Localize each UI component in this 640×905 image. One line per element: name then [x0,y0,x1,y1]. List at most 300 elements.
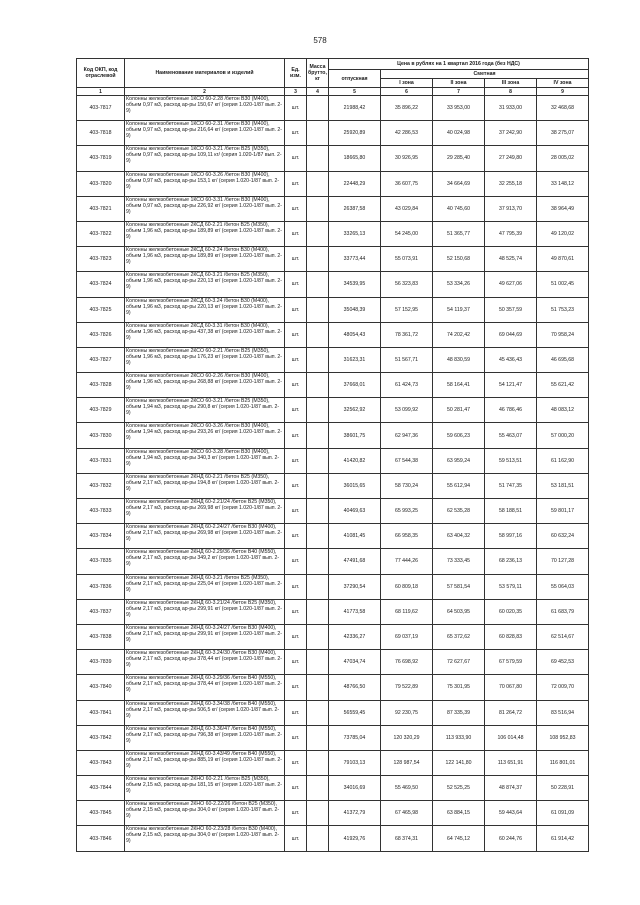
cell-zone-1-price: 60 809,18 [381,574,433,599]
cell-name: Колонны железобетонные 2КНД 60-3.21 /бетон В25 (М350), объем 2,17 м3, расход ар-ры 225,04 кг/ (серия 1.020-1/87 вып. 2-9) [125,574,285,599]
table-row [77,171,589,196]
cell-zone-3-price: 53 579,11 [485,574,537,599]
cell-release-price: 41929,76 [329,826,381,851]
cell-name: Колонны железобетонные 2КНД 60-3.43/49 /бетон В40 (М550), объем 2,17 м3, расход ар-ры 885,19 кг/ (серия 1.020-1/87 вып. 2-9) [125,750,285,775]
cell-mass [307,423,329,448]
table-row [77,448,589,473]
cell-zone-4-price: 55 064,03 [537,574,589,599]
cell-name: Колонны железобетонные 2КСО 60-2.26 /бетон В30 (М400), объем 1,96 м3, расход ар-ры 268,88 кг/ (серия 1.020-1/87 вып. 2-9) [125,373,285,398]
table-row [77,801,589,826]
table-row [77,398,589,423]
cell-zone-4-price: 57 000,20 [537,423,589,448]
cell-code: 403-7835 [77,549,125,574]
cell-mass [307,725,329,750]
cell-unit: шт. [285,272,307,297]
cell-zone-1-price: 67 465,98 [381,801,433,826]
cell-unit: шт. [285,448,307,473]
cell-zone-1-price: 67 544,38 [381,448,433,473]
cell-release-price: 38601,75 [329,423,381,448]
cell-zone-4-price: 32 468,68 [537,96,589,121]
cell-code: 403-7840 [77,675,125,700]
table-row [77,322,589,347]
page-number: 578 [313,36,327,45]
cell-zone-3-price: 58 188,51 [485,499,537,524]
cell-name: Колонны железобетонные 2КНО 60-2.23/28 /бетон В30 (М400), объем 2,15 м3, расход ар-ры 304,0 кг/ (серия 1.020-1/87 вып. 2-9) [125,826,285,851]
cell-zone-1-price: 57 152,95 [381,297,433,322]
cell-zone-4-price: 49 870,61 [537,247,589,272]
cell-zone-2-price: 48 830,59 [433,347,485,372]
cell-zone-4-price: 28 005,02 [537,146,589,171]
cell-zone-2-price: 62 535,28 [433,499,485,524]
cell-zone-4-price: 46 695,68 [537,347,589,372]
cell-code: 403-7824 [77,272,125,297]
cell-unit: шт. [285,624,307,649]
cell-mass [307,524,329,549]
cell-zone-2-price: 64 503,95 [433,599,485,624]
cell-zone-4-price: 61 091,09 [537,801,589,826]
cell-zone-2-price: 33 953,00 [433,96,485,121]
cell-code: 403-7841 [77,700,125,725]
cell-name: Колонны железобетонные 2КНД 60-3.21/24 /бетон В25 (М350), объем 2,17 м3, расход ар-ры 299,91 кг/ (серия 1.020-1/87 вып. 2-9) [125,599,285,624]
cell-mass [307,297,329,322]
cell-mass [307,650,329,675]
cell-zone-1-price: 53 099,92 [381,398,433,423]
cell-zone-3-price: 69 044,69 [485,322,537,347]
header-num-6: 6 [381,88,433,96]
cell-mass [307,171,329,196]
cell-zone-2-price: 40 745,60 [433,196,485,221]
cell-unit: шт. [285,373,307,398]
table-body [77,96,589,852]
cell-zone-2-price: 87 335,39 [433,700,485,725]
cell-name: Колонны железобетонные 2КСД 60-2.21 /бетон В25 (М350), объем 1,96 м3, расход ар-ры 189,89 кг/ (серия 1.020-1/87 вып. 2-9) [125,221,285,246]
cell-mass [307,121,329,146]
cell-release-price: 42336,27 [329,624,381,649]
cell-release-price: 47034,74 [329,650,381,675]
cell-code: 403-7826 [77,322,125,347]
table-row [77,272,589,297]
header-num-9: 9 [537,88,589,96]
cell-name: Колонны железобетонные 2КНД 60-3.24/30 /бетон В30 (М400), объем 2,17 м3, расход ар-ры 378,44 кг/ (серия 1.020-1/87 вып. 2-9) [125,650,285,675]
cell-unit: шт. [285,221,307,246]
table-row [77,196,589,221]
cell-unit: шт. [285,473,307,498]
cell-release-price: 41420,82 [329,448,381,473]
cell-zone-1-price: 128 987,54 [381,750,433,775]
table-row [77,297,589,322]
cell-zone-2-price: 63 884,15 [433,801,485,826]
cell-name: Колонны железобетонные 2КСД 60-3.24 /бетон В30 (М400), объем 1,96 м3, расход ар-ры 220,13 кг/ (серия 1.020-1/87 вып. 2-9) [125,297,285,322]
cell-code: 403-7817 [77,96,125,121]
cell-zone-4-price: 50 228,91 [537,776,589,801]
cell-zone-2-price: 55 612,94 [433,473,485,498]
cell-name: Колонны железобетонные 1КСО 60-2.31 /бетон В30 (М400), объем 0,97 м3, расход ар-ры 216,64 кг/ (серия 1.020-1/87 вып. 2-9) [125,121,285,146]
cell-code: 403-7819 [77,146,125,171]
cell-zone-2-price: 51 365,77 [433,221,485,246]
cell-unit: шт. [285,322,307,347]
cell-zone-4-price: 51 753,23 [537,297,589,322]
price-table [76,58,589,852]
cell-zone-3-price: 55 463,07 [485,423,537,448]
cell-name: Колонны железобетонные 2КНД 60-3.34/38 /бетон В40 (М550), объем 2,17 м3, расход ар-ры 506,5 кг/ (серия 1.020-1/87 вып. 2-9) [125,700,285,725]
cell-zone-4-price: 48 083,12 [537,398,589,423]
cell-zone-1-price: 68 374,31 [381,826,433,851]
table-row [77,776,589,801]
cell-zone-4-price: 60 632,24 [537,524,589,549]
cell-code: 403-7842 [77,725,125,750]
header-zone-4: IV зона [537,79,589,88]
cell-code: 403-7845 [77,801,125,826]
cell-zone-4-price: 53 181,51 [537,473,589,498]
header-release: отпускная [329,70,381,88]
cell-zone-1-price: 62 947,36 [381,423,433,448]
cell-unit: шт. [285,700,307,725]
cell-zone-3-price: 46 786,46 [485,398,537,423]
cell-zone-2-price: 64 745,12 [433,826,485,851]
cell-unit: шт. [285,725,307,750]
cell-code: 403-7832 [77,473,125,498]
cell-unit: шт. [285,297,307,322]
cell-code: 403-7843 [77,750,125,775]
cell-name: Колонны железобетонные 2КСО 60-2.21 /бетон В25 (М350), объем 1,96 м3, расход ар-ры 176,23 кг/ (серия 1.020-1/87 вып. 2-9) [125,347,285,372]
cell-zone-2-price: 63 959,24 [433,448,485,473]
cell-name: Колонны железобетонные 2КНД 60-2.21/24 /бетон В25 (М350), объем 2,17 м3, расход ар-ры 269,98 кг/ (серия 1.020-1/87 вып. 2-9) [125,499,285,524]
cell-zone-1-price: 58 730,24 [381,473,433,498]
cell-unit: шт. [285,398,307,423]
header-zone-1: I зона [381,79,433,88]
cell-unit: шт. [285,423,307,448]
cell-unit: шт. [285,146,307,171]
cell-release-price: 36015,65 [329,473,381,498]
cell-zone-1-price: 120 320,29 [381,725,433,750]
cell-name: Колонны железобетонные 2КСО 60-3.28 /бетон В30 (М400), объем 1,94 м3, расход ар-ры 340,3 кг/ (серия 1.020-1/87 вып. 2-9) [125,448,285,473]
cell-name: Колонны железобетонные 2КНД 60-3.24/27 /бетон В30 (М400), объем 2,17 м3, расход ар-ры 299,91 кг/ (серия 1.020-1/87 вып. 2-9) [125,624,285,649]
table-row [77,750,589,775]
table-row [77,826,589,851]
cell-unit: шт. [285,675,307,700]
cell-release-price: 25920,89 [329,121,381,146]
header-price-title: Цена в рублях на 1 квартал 2016 года (без НДС) [329,59,589,70]
cell-name: Колонны железобетонные 2КНД 60-2.24/27 /бетон В30 (М400), объем 2,17 м3, расход ар-ры 269,98 кг/ (серия 1.020-1/87 вып. 2-9) [125,524,285,549]
cell-zone-1-price: 55 073,91 [381,247,433,272]
cell-zone-1-price: 56 323,83 [381,272,433,297]
cell-release-price: 33265,13 [329,221,381,246]
cell-zone-4-price: 62 514,67 [537,624,589,649]
cell-zone-1-price: 68 119,62 [381,599,433,624]
header-name: Наименование материалов и изделий [125,59,285,88]
cell-release-price: 73785,04 [329,725,381,750]
cell-release-price: 41372,79 [329,801,381,826]
cell-code: 403-7838 [77,624,125,649]
cell-zone-2-price: 73 333,45 [433,549,485,574]
cell-code: 403-7823 [77,247,125,272]
header-zone-3: III зона [485,79,537,88]
cell-name: Колонны железобетонные 2КСД 60-2.24 /бетон В30 (М400), объем 1,96 м3, расход ар-ры 189,89 кг/ (серия 1.020-1/87 вып. 2-9) [125,247,285,272]
cell-code: 403-7846 [77,826,125,851]
cell-release-price: 40469,63 [329,499,381,524]
cell-zone-3-price: 32 255,18 [485,171,537,196]
cell-name: Колонны железобетонные 1КСО 60-3.26 /бетон В30 (М400), объем 0,97 м3, расход ар-ры 153,1 кг/ (серия 1.020-1/87 вып. 2-9) [125,171,285,196]
cell-zone-3-price: 113 651,91 [485,750,537,775]
cell-zone-4-price: 49 120,02 [537,221,589,246]
table-row [77,675,589,700]
header-num-5: 5 [329,88,381,96]
cell-mass [307,322,329,347]
table-row [77,146,589,171]
cell-code: 403-7831 [77,448,125,473]
cell-code: 403-7818 [77,121,125,146]
cell-zone-1-price: 69 037,19 [381,624,433,649]
cell-zone-3-price: 60 244,76 [485,826,537,851]
cell-release-price: 56559,45 [329,700,381,725]
cell-release-price: 21988,42 [329,96,381,121]
cell-zone-3-price: 81 264,72 [485,700,537,725]
cell-zone-2-price: 57 581,54 [433,574,485,599]
cell-zone-2-price: 53 334,26 [433,272,485,297]
cell-code: 403-7829 [77,398,125,423]
cell-name: Колонны железобетонные 1КСО 60-3.21 /бетон В25 (М350), объем 0,97 м3, расход ар-ры 109,11 кг/ (серия 1.020-1/87 вып. 2-9) [125,146,285,171]
cell-zone-4-price: 55 621,42 [537,373,589,398]
cell-zone-1-price: 61 424,73 [381,373,433,398]
cell-unit: шт. [285,499,307,524]
cell-zone-3-price: 106 014,48 [485,725,537,750]
cell-zone-3-price: 58 997,16 [485,524,537,549]
cell-mass [307,549,329,574]
cell-zone-3-price: 59 513,51 [485,448,537,473]
cell-zone-1-price: 35 896,22 [381,96,433,121]
cell-zone-4-price: 116 801,01 [537,750,589,775]
cell-zone-1-price: 66 958,35 [381,524,433,549]
cell-zone-2-price: 34 664,69 [433,171,485,196]
cell-zone-1-price: 42 286,53 [381,121,433,146]
cell-zone-3-price: 31 933,00 [485,96,537,121]
cell-name: Колонны железобетонные 2КСД 60-3.21 /бетон В25 (М350), объем 1,96 м3, расход ар-ры 220,13 кг/ (серия 1.020-1/87 вып. 2-9) [125,272,285,297]
cell-zone-3-price: 60 020,35 [485,599,537,624]
cell-zone-2-price: 58 164,41 [433,373,485,398]
table-row [77,700,589,725]
cell-release-price: 41081,45 [329,524,381,549]
cell-zone-1-price: 36 607,75 [381,171,433,196]
cell-code: 403-7827 [77,347,125,372]
cell-zone-2-price: 72 627,67 [433,650,485,675]
cell-zone-4-price: 61 683,79 [537,599,589,624]
cell-zone-2-price: 74 202,42 [433,322,485,347]
cell-mass [307,221,329,246]
table-row [77,624,589,649]
table-row [77,650,589,675]
cell-code: 403-7830 [77,423,125,448]
cell-zone-2-price: 40 024,98 [433,121,485,146]
cell-unit: шт. [285,171,307,196]
cell-release-price: 34539,95 [329,272,381,297]
header-num-7: 7 [433,88,485,96]
cell-mass [307,675,329,700]
cell-unit: шт. [285,801,307,826]
cell-zone-1-price: 79 522,89 [381,675,433,700]
cell-release-price: 37668,01 [329,373,381,398]
cell-zone-3-price: 37 242,90 [485,121,537,146]
cell-name: Колонны железобетонные 1КСО 60-2.28 /бетон В30 (М400), объем 0,97 м3, расход ар-ры 150,67 кг/ (серия 1.020-1/87 вып. 2-9) [125,96,285,121]
cell-mass [307,801,329,826]
cell-unit: шт. [285,549,307,574]
cell-zone-3-price: 48 874,37 [485,776,537,801]
cell-name: Колонны железобетонные 2КСО 60-3.21 /бетон В25 (М350), объем 1,94 м3, расход ар-ры 290,8 кг/ (серия 1.020-1/87 вып. 2-9) [125,398,285,423]
cell-name: Колонны железобетонные 2КНО 60-2.22/26 /бетон В25 (М350), объем 2,15 м3, расход ар-ры 304,0 кг/ (серия 1.020-1/87 вып. 2-9) [125,801,285,826]
cell-mass [307,146,329,171]
cell-zone-1-price: 65 993,25 [381,499,433,524]
cell-name: Колонны железобетонные 1КСО 60-3.31 /бетон В30 (М400), объем 0,97 м3, расход ар-ры 226,92 кг/ (серия 1.020-1/87 вып. 2-9) [125,196,285,221]
cell-zone-4-price: 38 275,07 [537,121,589,146]
cell-unit: шт. [285,826,307,851]
cell-zone-3-price: 59 443,64 [485,801,537,826]
cell-unit: шт. [285,247,307,272]
cell-zone-4-price: 33 148,12 [537,171,589,196]
cell-release-price: 79103,13 [329,750,381,775]
cell-zone-3-price: 27 249,80 [485,146,537,171]
cell-name: Колонны железобетонные 2КНД 60-2.29/36 /бетон В40 (М550), объем 2,17 м3, расход ар-ры 349,2 кг/ (серия 1.020-1/87 вып. 2-9) [125,549,285,574]
cell-zone-3-price: 54 121,47 [485,373,537,398]
cell-mass [307,272,329,297]
table-row [77,473,589,498]
cell-unit: шт. [285,96,307,121]
cell-release-price: 47491,68 [329,549,381,574]
cell-mass [307,624,329,649]
cell-release-price: 48054,43 [329,322,381,347]
cell-release-price: 18665,80 [329,146,381,171]
cell-zone-2-price: 63 404,32 [433,524,485,549]
cell-name: Колонны железобетонные 2КСД 60-3.31 /бетон В30 (М400), объем 1,96 м3, расход ар-ры 437,38 кг/ (серия 1.020-1/87 вып. 2-9) [125,322,285,347]
table-header [77,59,589,96]
cell-release-price: 31623,31 [329,347,381,372]
cell-zone-4-price: 51 002,45 [537,272,589,297]
cell-zone-4-price: 69 452,53 [537,650,589,675]
cell-zone-2-price: 113 933,90 [433,725,485,750]
cell-code: 403-7837 [77,599,125,624]
cell-mass [307,398,329,423]
cell-zone-3-price: 45 436,43 [485,347,537,372]
cell-mass [307,599,329,624]
cell-zone-3-price: 50 357,59 [485,297,537,322]
cell-zone-1-price: 92 230,75 [381,700,433,725]
cell-zone-3-price: 51 747,35 [485,473,537,498]
header-num-4: 4 [307,88,329,96]
cell-code: 403-7821 [77,196,125,221]
cell-name: Колонны железобетонные 2КНО 60-2.21 /бетон В25 (М350), объем 2,15 м3, расход ар-ры 181,15 кг/ (серия 1.020-1/87 вып. 2-9) [125,776,285,801]
cell-zone-3-price: 70 067,80 [485,675,537,700]
cell-unit: шт. [285,599,307,624]
cell-release-price: 26387,58 [329,196,381,221]
cell-code: 403-7825 [77,297,125,322]
cell-unit: шт. [285,196,307,221]
header-num-2: 2 [125,88,285,96]
cell-unit: шт. [285,574,307,599]
cell-zone-1-price: 43 029,84 [381,196,433,221]
cell-zone-3-price: 49 627,06 [485,272,537,297]
cell-release-price: 48766,50 [329,675,381,700]
cell-unit: шт. [285,650,307,675]
cell-name: Колонны железобетонные 2КНД 60-3.36/47 /бетон В40 (М550), объем 2,17 м3, расход ар-ры 796,38 кг/ (серия 1.020-1/87 вып. 2-9) [125,725,285,750]
cell-name: Колонны железобетонные 2КСО 60-3.26 /бетон В30 (М400), объем 1,94 м3, расход ар-ры 293,26 кг/ (серия 1.020-1/87 вып. 2-9) [125,423,285,448]
cell-zone-3-price: 60 828,83 [485,624,537,649]
cell-unit: шт. [285,750,307,775]
cell-mass [307,750,329,775]
cell-zone-4-price: 61 914,42 [537,826,589,851]
cell-code: 403-7833 [77,499,125,524]
header-unit: Ед. изм. [285,59,307,88]
cell-mass [307,96,329,121]
cell-name: Колонны железобетонные 2КНД 60-3.29/36 /бетон В40 (М550), объем 2,17 м3, расход ар-ры 378,44 кг/ (серия 1.020-1/87 вып. 2-9) [125,675,285,700]
cell-zone-2-price: 54 119,37 [433,297,485,322]
cell-zone-4-price: 72 009,70 [537,675,589,700]
cell-code: 403-7839 [77,650,125,675]
cell-release-price: 34016,69 [329,776,381,801]
cell-code: 403-7820 [77,171,125,196]
cell-code: 403-7834 [77,524,125,549]
table-row [77,549,589,574]
cell-zone-3-price: 48 525,74 [485,247,537,272]
cell-release-price: 37290,54 [329,574,381,599]
cell-zone-4-price: 59 801,17 [537,499,589,524]
header-mass: Масса брутто, кг [307,59,329,88]
cell-zone-2-price: 75 301,95 [433,675,485,700]
header-num-3: 3 [285,88,307,96]
cell-release-price: 35048,39 [329,297,381,322]
cell-zone-4-price: 108 952,83 [537,725,589,750]
cell-name: Колонны железобетонные 2КНД 60-2.21 /бетон В25 (М350), объем 2,17 м3, расход ар-ры 194,8 кг/ (серия 1.020-1/87 вып. 2-9) [125,473,285,498]
cell-mass [307,373,329,398]
cell-code: 403-7836 [77,574,125,599]
cell-mass [307,499,329,524]
table-row [77,247,589,272]
cell-zone-4-price: 83 516,94 [537,700,589,725]
cell-mass [307,473,329,498]
table-row [77,221,589,246]
cell-zone-1-price: 54 245,00 [381,221,433,246]
cell-code: 403-7844 [77,776,125,801]
cell-zone-2-price: 59 606,23 [433,423,485,448]
table-row [77,96,589,121]
cell-zone-1-price: 76 698,92 [381,650,433,675]
cell-zone-1-price: 78 361,72 [381,322,433,347]
cell-zone-1-price: 30 926,95 [381,146,433,171]
cell-unit: шт. [285,121,307,146]
header-zone-2: II зона [433,79,485,88]
table-row [77,121,589,146]
cell-mass [307,448,329,473]
table-row [77,725,589,750]
cell-zone-1-price: 51 567,71 [381,347,433,372]
table-row [77,524,589,549]
cell-zone-3-price: 37 913,70 [485,196,537,221]
cell-zone-2-price: 52 525,25 [433,776,485,801]
table-row [77,347,589,372]
cell-release-price: 22448,29 [329,171,381,196]
cell-zone-3-price: 47 795,39 [485,221,537,246]
header-num-8: 8 [485,88,537,96]
header-code: Код ОКП, код отраслевой [77,59,125,88]
cell-zone-1-price: 55 469,50 [381,776,433,801]
table-row [77,599,589,624]
cell-unit: шт. [285,524,307,549]
cell-zone-2-price: 52 150,68 [433,247,485,272]
cell-release-price: 41773,58 [329,599,381,624]
cell-zone-2-price: 50 281,47 [433,398,485,423]
table-row [77,423,589,448]
cell-zone-2-price: 29 285,40 [433,146,485,171]
cell-code: 403-7822 [77,221,125,246]
cell-release-price: 33773,44 [329,247,381,272]
cell-zone-3-price: 68 236,13 [485,549,537,574]
